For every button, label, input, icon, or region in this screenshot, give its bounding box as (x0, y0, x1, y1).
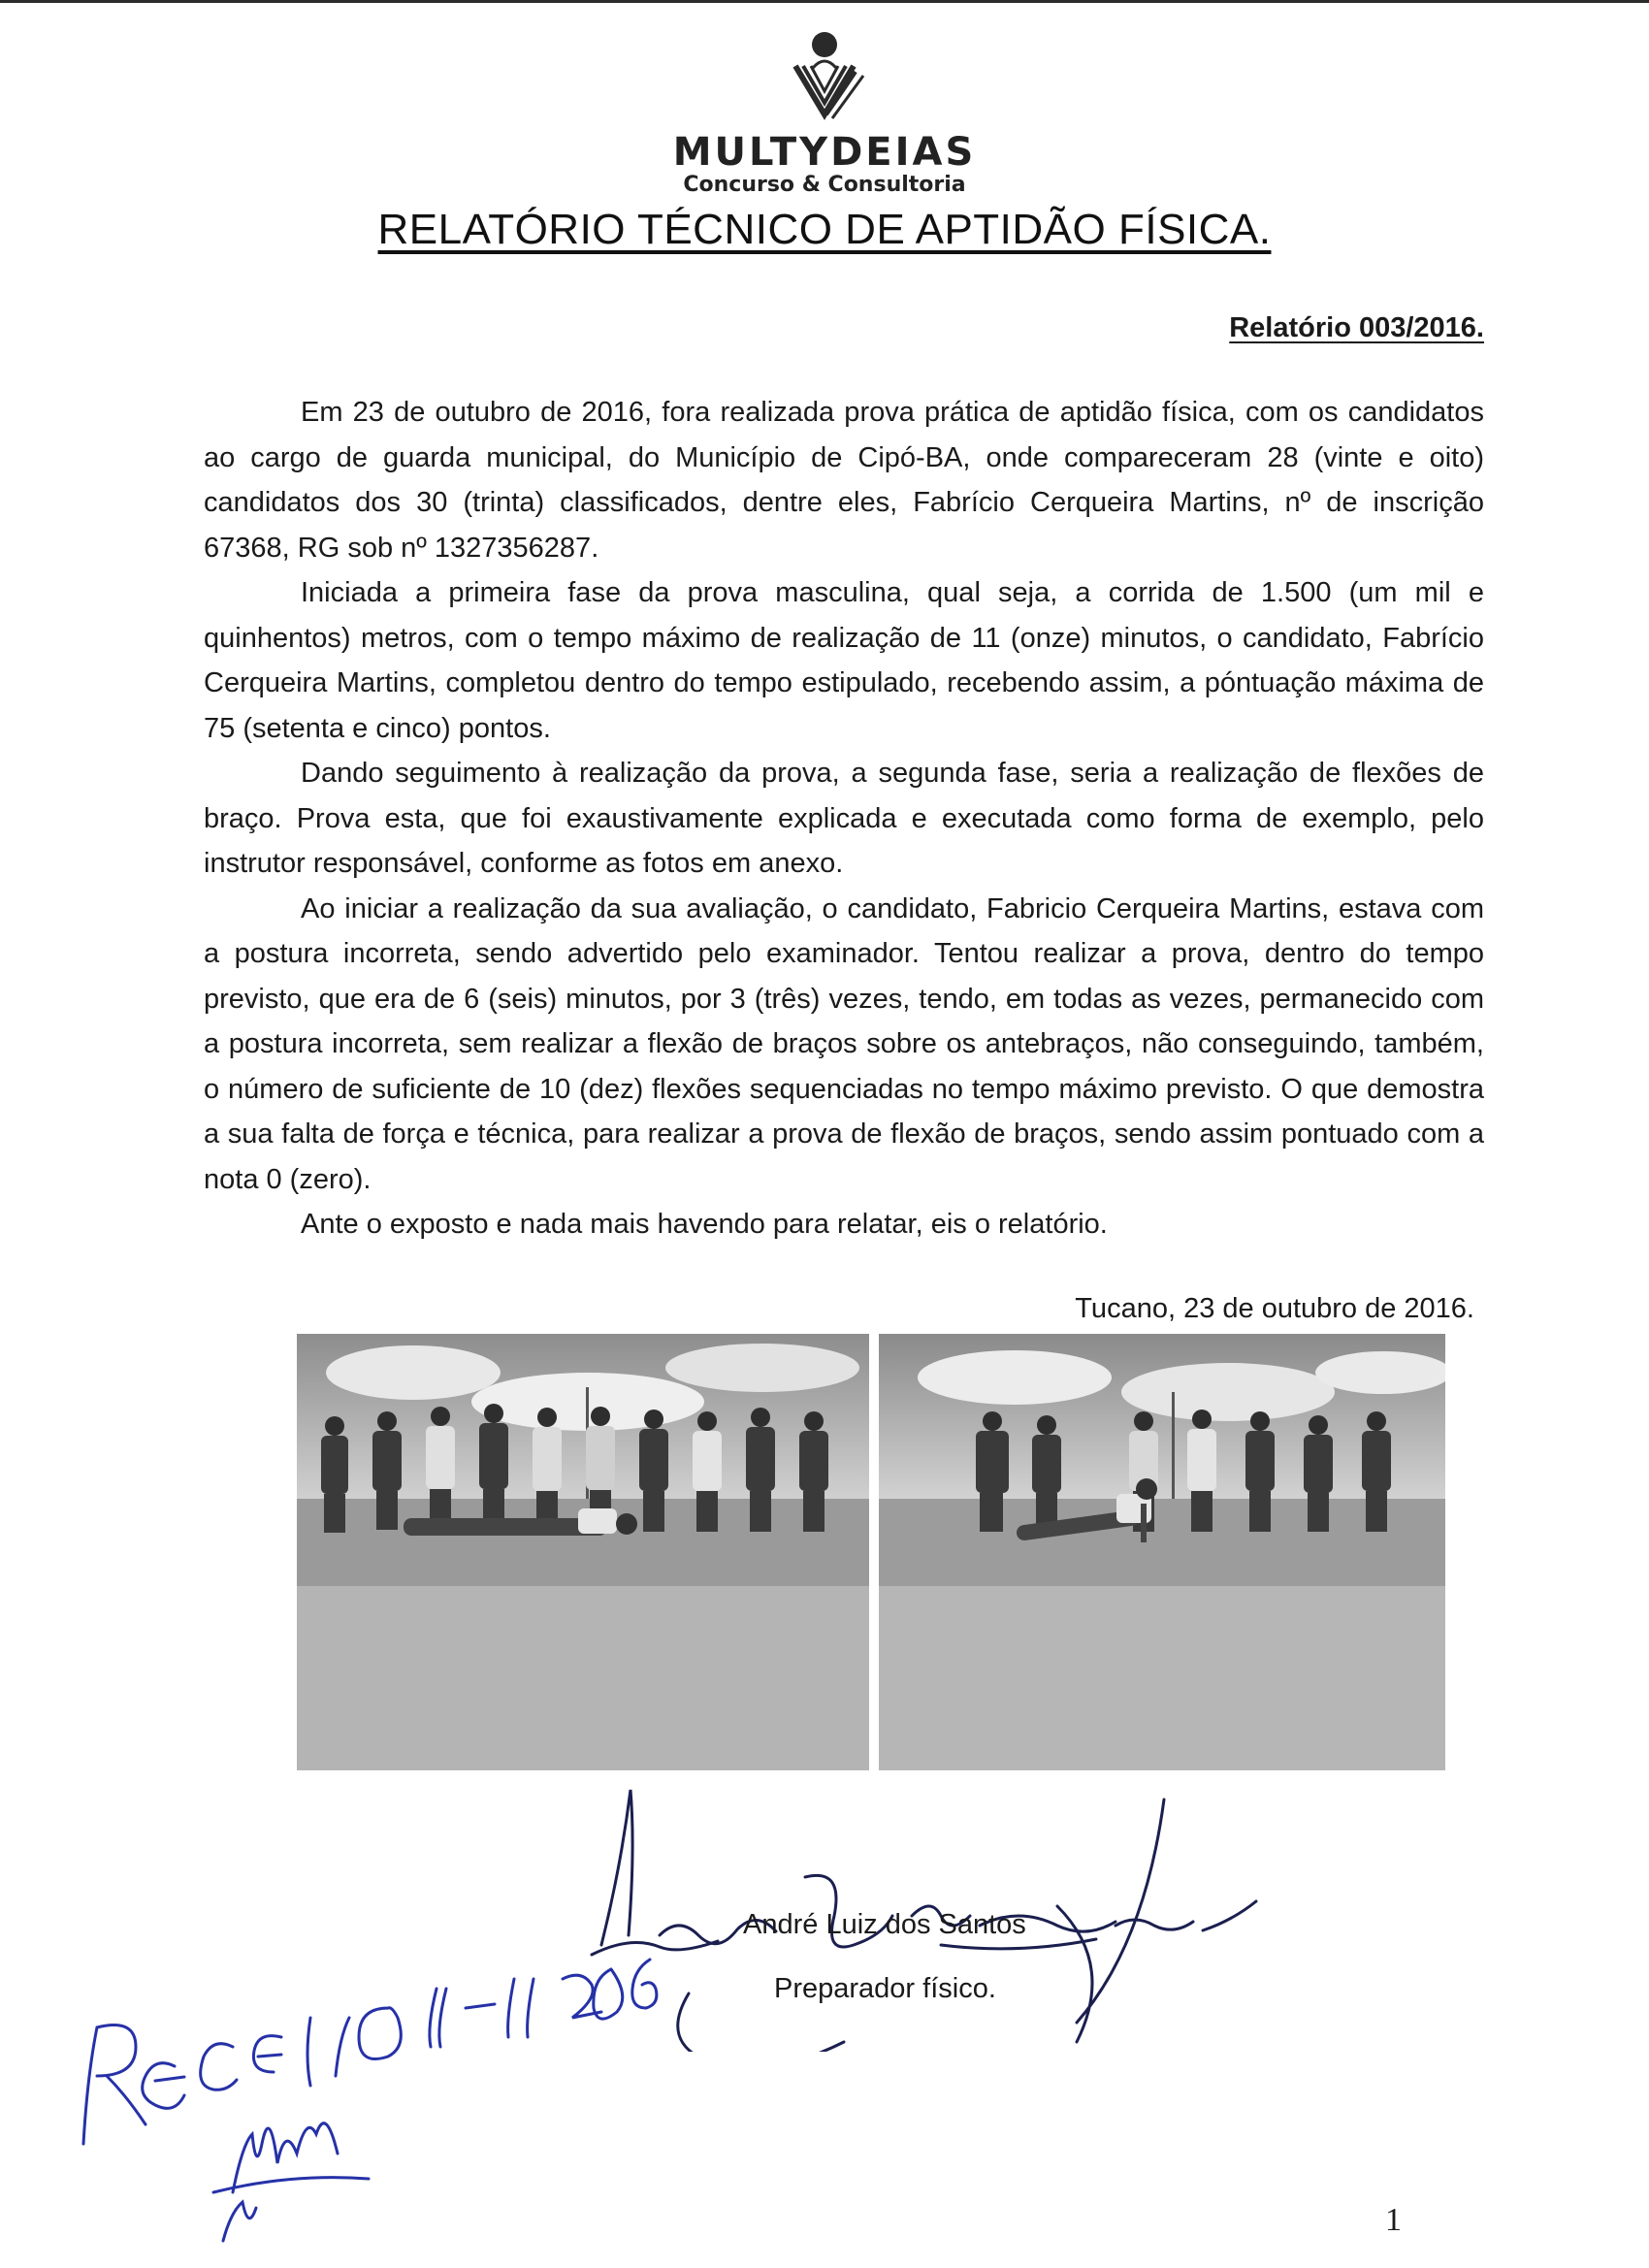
paragraph-4: Ao iniciar a realização da sua avaliação, o candidato, Fabricio Cerqueira Martins, estava com a postura incorreta, sendo advertido pelo examinador. Tentou realizar a prova, dentro do tempo previsto, que era de 6 (seis) minutos, por 3 (três) vezes, tendo, em todas as vezes, permanecido com a postura incorreta, sem realizar a flexão de braços sobre os antebraços, não conseguindo, também, o número de suficiente de 10 (dez) flexões sequenciadas no tempo máximo previsto. O que demostra a sua falta de força e técnica, para realizar a prova de flexão de braços, sendo assim pontuado com a nota 0 (zero). (204, 892, 1484, 1195)
document-title (0, 206, 1649, 254)
report-body (204, 390, 1484, 1247)
scan-edge-line (0, 0, 1649, 3)
place-date: Tucano, 23 de outubro de 2016. (1075, 1293, 1474, 1324)
brand-tagline: Concurso & Consultoria (683, 173, 966, 197)
page-number: 1 (1385, 2202, 1402, 2238)
paragraph-5: Ante o exposto e nada mais havendo para relatar, eis o relatório. (301, 1209, 1108, 1240)
paragraph-3: Dando seguimento à realização da prova, a segunda fase, seria a realização de flexões de braço. Prova esta, que foi exaustivamente explicada e executada como forma de exemplo, pelo instrutor responsável, conforme as fotos em anexo. (204, 758, 1484, 879)
paragraph-1: Em 23 de outubro de 2016, fora realizada prova prática de aptidão física, com os candidatos ao cargo de guarda municipal, do Município de Cipó-BA, onde compareceram 28 (vinte e oito) candidatos dos 30 (trinta) classificados, dentre eles, Fabrício Cerqueira Martins, nº de inscrição 67368, RG sob nº 1327356287. (204, 397, 1484, 564)
pushup-demo-photo-1 (297, 1334, 869, 1770)
report-number: Relatório 003/2016. (1229, 312, 1484, 343)
multydeias-logo-icon (766, 29, 883, 136)
pushup-demo-photo-2 (879, 1334, 1445, 1770)
signer-name: André Luiz dos Santos (743, 1909, 1026, 1940)
signature-scribble (572, 1761, 1290, 2052)
signer-role: Preparador físico. (774, 1973, 996, 2004)
paragraph-2: Iniciada a primeira fase da prova masculina, qual seja, a corrida de 1.500 (um mil e quinhentos) metros, com o tempo máximo de realização de 11 (onze) minutos, o candidato, Fabrício Cerqueira Martins, completou dentro do tempo estipulado, recebendo assim, a póntuação máxima de 75 (setenta e cinco) pontos. (204, 577, 1484, 744)
company-logo (601, 29, 1048, 204)
brand-name: MULTYDEIAS (672, 130, 977, 175)
handwritten-receipt-stamp (68, 1824, 669, 2251)
document-title-text: RELATÓRIO TÉCNICO DE APTIDÃO FÍSICA. (377, 206, 1272, 253)
